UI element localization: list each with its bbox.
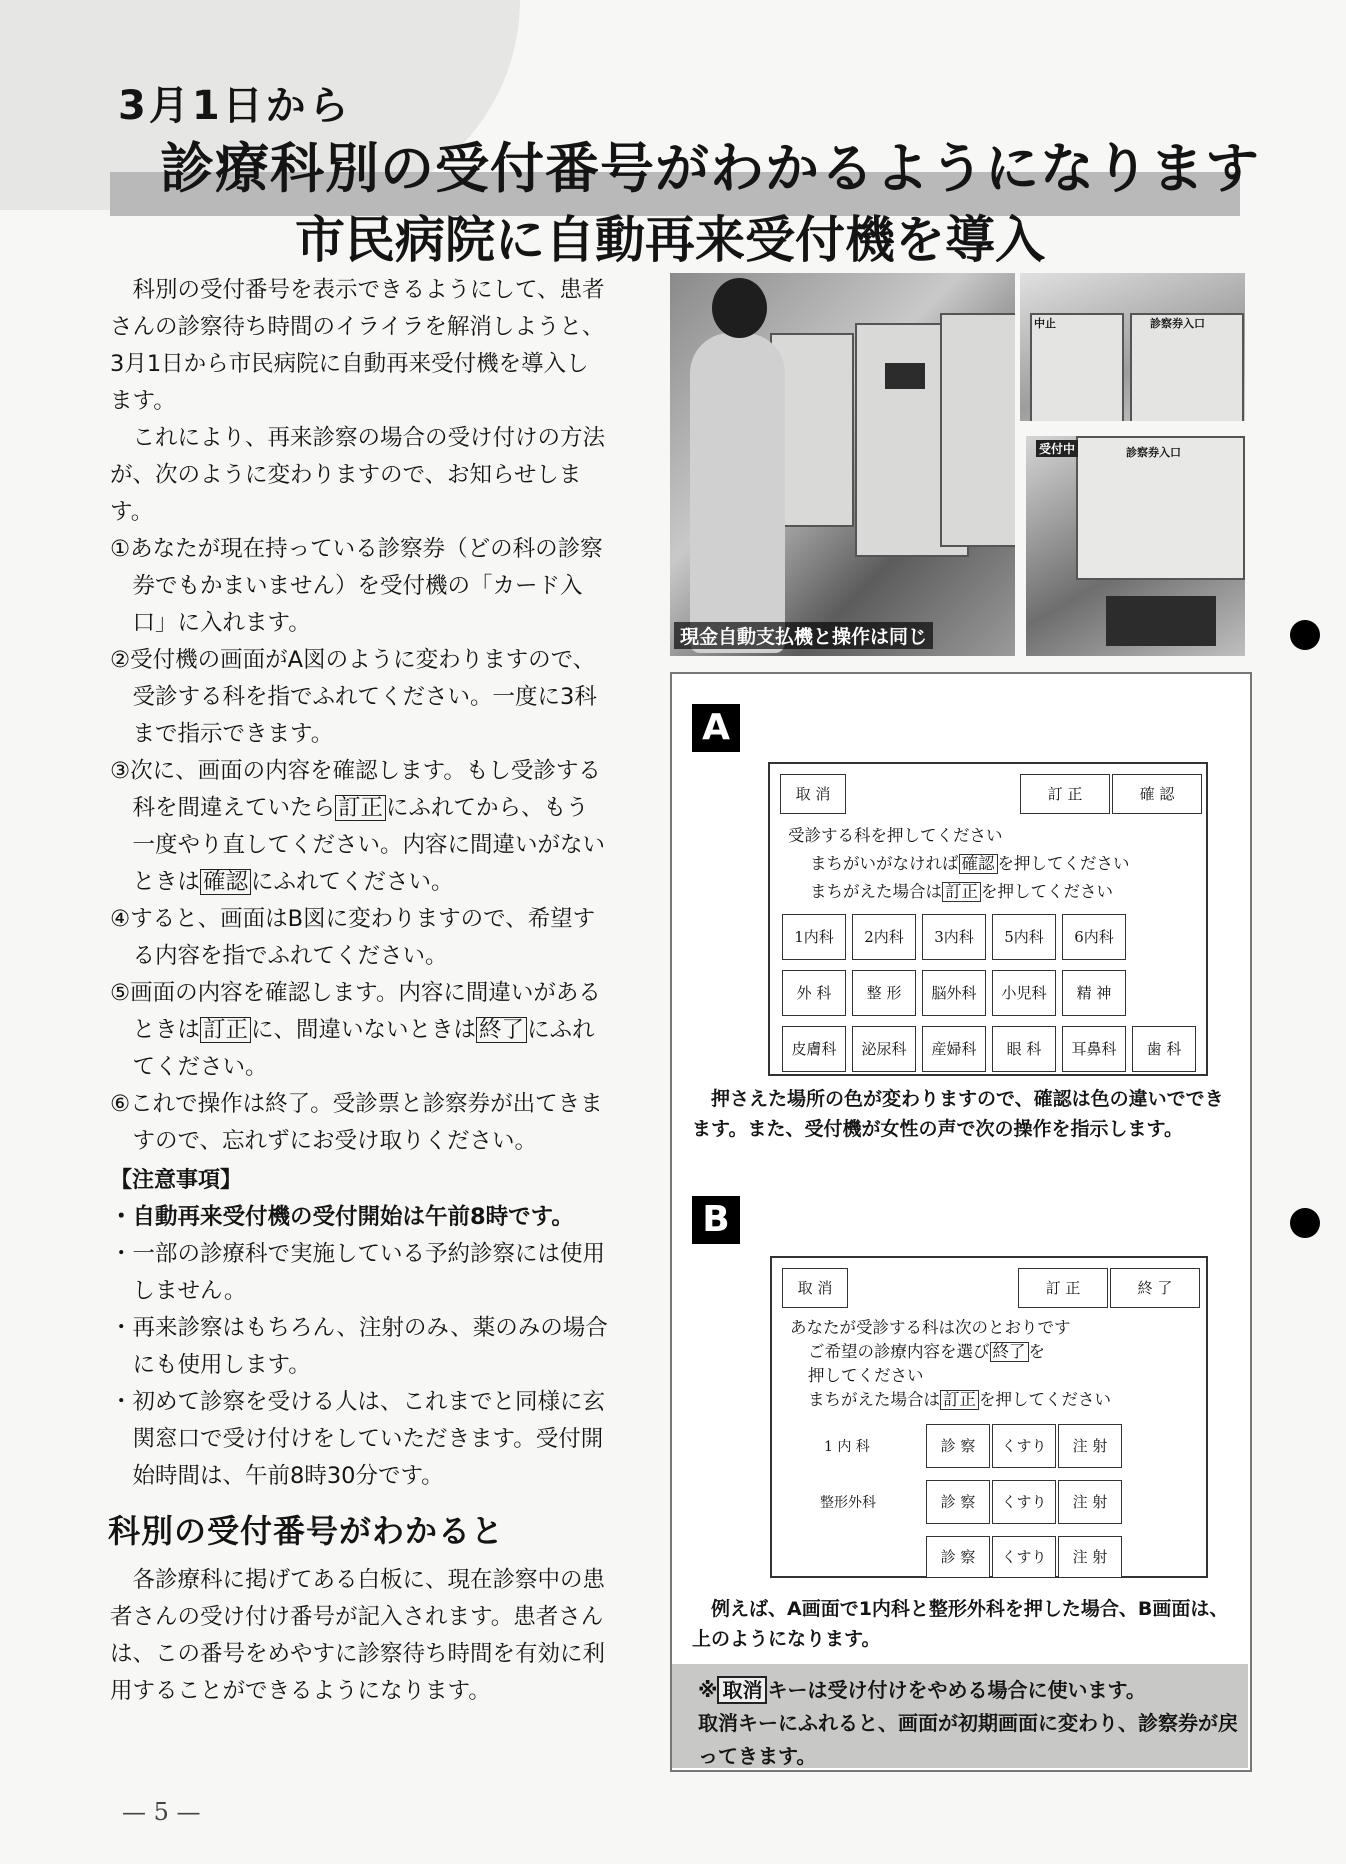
department-button[interactable]: 整 形 [852,970,916,1016]
photo-machine-row [1020,273,1245,421]
department-button[interactable]: 1内科 [782,914,846,960]
row-label-internal-medicine: 1 内 科 [824,1439,870,1455]
sign-card-slot: 診察券入口 [1126,446,1181,459]
department-button[interactable]: 産婦科 [922,1026,986,1072]
department-button[interactable]: 6内科 [1062,914,1126,960]
department-button[interactable]: 5内科 [992,914,1056,960]
note-3: ・再来診察はもちろん、注射のみ、薬のみの場合にも使用します。 [110,1315,608,1378]
photo-card-insert [1026,436,1245,656]
article-body [110,272,610,1710]
step-1: ①あなたが現在持っている診察券（どの科の診察券でもかまいません）を受付機の「カード入口」に入れます。 [110,536,603,636]
sign-stop: 中止 [1034,317,1056,330]
department-button[interactable]: 眼 科 [992,1026,1056,1072]
figure-b-label: B [692,1196,740,1244]
department-button[interactable]: 小児科 [992,970,1056,1016]
department-button[interactable]: 2内科 [852,914,916,960]
step-2: ②受付機の画面がA図のように変わりますので、受診する科を指でふれてください。一度に3科まで指示できます。 [110,647,597,747]
department-button[interactable]: 精 神 [1062,970,1126,1016]
department-button[interactable]: 泌尿科 [852,1026,916,1072]
step-3: ③次に、画面の内容を確認します。もし受診する科を間違えていたら 訂正 にふれてから、もう一度やり直してください。内容に間違いがないときは 確認 にふれてください。 [110,758,606,895]
key-correct: 訂正 [200,1017,251,1043]
screen-figures-panel [670,672,1252,1772]
date-line: 3月1日から [118,83,352,129]
change-paragraph: これにより、再来診察の場合の受け付けの方法が、次のように変わりますので、お知らせします。 [110,425,606,525]
cancel-button[interactable]: 取 消 [782,1268,848,1308]
department-button[interactable]: 歯 科 [1132,1026,1196,1072]
injection-option-button[interactable]: 注 射 [1058,1424,1122,1468]
key-finish: 終了 [476,1017,527,1043]
figure-a-description: 押さえた場所の色が変わりますので、確認は色の違いでできます。また、受付機が女性の声で次の操作を指示します。 [692,1088,1224,1140]
confirm-button[interactable]: 確 認 [1112,774,1202,814]
sign-card-slot: 診察券入口 [1150,317,1205,330]
figure-a-screen [768,762,1208,1076]
key-cancel: 取消 [717,1676,767,1704]
figure-b-description: 例えば、A画面で1内科と整形外科を押した場合、B画面は、上のようになります。 [692,1598,1229,1650]
finish-button[interactable]: 終 了 [1110,1268,1200,1308]
notes-heading: 【注意事項】 [110,1168,243,1193]
key-confirm: 確認 [959,854,998,874]
note-4: ・初めて診察を受ける人は、これまでと同様に玄関窓口で受け付けをしていただきます。受付開始時間は、午前8時30分です。 [110,1389,606,1489]
subheadline: 市民病院に自動再来受付機を導入 [295,211,1045,269]
figure-a-label: A [692,704,740,752]
instruction-line: まちがえた場合は 訂正 を押してください [810,882,1113,901]
key-correct: 訂正 [940,1390,979,1410]
photo-reception-machines [670,273,1015,656]
department-button[interactable]: 外 科 [782,970,846,1016]
binder-hole [1290,620,1320,650]
instruction-line: 押してください [808,1366,924,1385]
instruction-line: まちがえた場合は 訂正 を押してください [808,1390,1111,1409]
medicine-option-button[interactable]: くすり [992,1536,1056,1578]
injection-option-button[interactable]: 注 射 [1058,1480,1122,1524]
section-subheading: 科別の受付番号がわかると [108,1512,505,1550]
medicine-option-button[interactable]: くすり [992,1424,1056,1468]
department-button[interactable]: 皮膚科 [782,1026,846,1072]
page-number: — 5 — [122,1798,201,1826]
cancel-button[interactable]: 取 消 [780,774,846,814]
exam-option-button[interactable]: 診 察 [926,1480,990,1524]
key-correct: 訂正 [335,795,386,821]
intro-paragraph: 科別の受付番号を表示できるようにして、患者さんの診察待ち時間のイライラを解消しようと、3月1日から市民病院に自動再来受付機を導入します。 [110,277,605,414]
key-confirm: 確認 [200,869,251,895]
note-2: ・一部の診療科で実施している予約診察には使用しません。 [110,1241,606,1304]
cancel-key-note: ※ 取消 キーは受け付けをやめる場合に使います。 取消キーにふれると、画面が初期画面に変わり、診察券が戻ってきます。 [672,1664,1248,1768]
injection-option-button[interactable]: 注 射 [1058,1536,1122,1578]
row-label-orthopedics: 整形外科 [820,1495,876,1511]
key-finish: 終了 [990,1342,1029,1362]
department-button[interactable]: 3内科 [922,914,986,960]
headline: 診療科別の受付番号がわかるようになります [160,137,1260,200]
step-5: ⑤画面の内容を確認します。内容に間違いがあるときは 訂正 に、間違いないときは 終了 にふれてください。 [110,980,601,1080]
department-button[interactable]: 耳鼻科 [1062,1026,1126,1072]
instruction-line: まちがいがなければ 確認 を押してください [810,854,1130,873]
correct-button[interactable]: 訂 正 [1020,774,1110,814]
section-paragraph: 各診療科に掲げてある白板に、現在診察中の患者さんの受け付け番号が記入されます。患者さんは、この番号をめやすに診察待ち時間を有効に利用することができるようになります。 [110,1567,606,1704]
instruction-line: ご希望の診療内容を選び 終了 を [808,1342,1045,1361]
note-line: 取消キーにふれると、画面が初期画面に変わり、診察券が戻ってきます。 [698,1711,1238,1768]
step-4: ④すると、画面はB図に変わりますので、希望する内容を指でふれてください。 [110,906,596,969]
exam-option-button[interactable]: 診 察 [926,1536,990,1578]
exam-option-button[interactable]: 診 察 [926,1424,990,1468]
photo-caption: 現金自動支払機と操作は同じ [674,622,933,649]
note-1: ・自動再来受付機の受付開始は午前8時です。 [110,1204,574,1230]
figure-b-screen [770,1256,1208,1578]
step-6: ⑥これで操作は終了。受診票と診察券が出てきますので、忘れずにお受け取りください。 [110,1091,603,1154]
sign-accepting: 受付中 [1036,440,1078,457]
binder-hole [1290,1208,1320,1238]
correct-button[interactable]: 訂 正 [1018,1268,1108,1308]
key-correct: 訂正 [942,882,981,902]
instruction-line: 受診する科を押してください [788,826,1003,845]
instruction-line: あなたが受診する科は次のとおりです [790,1318,1071,1337]
medicine-option-button[interactable]: くすり [992,1480,1056,1524]
department-button[interactable]: 脳外科 [922,970,986,1016]
